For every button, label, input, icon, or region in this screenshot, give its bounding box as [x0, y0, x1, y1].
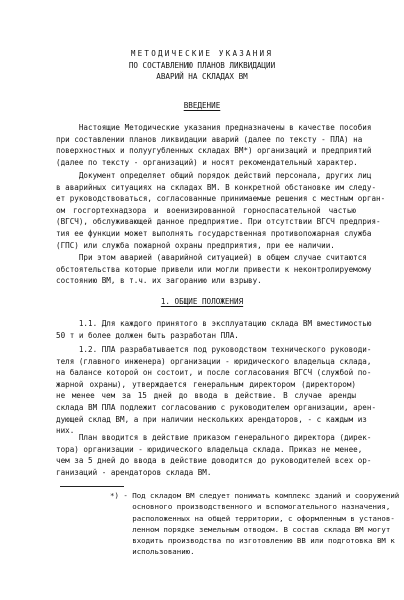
- intro-paragraph-1: [56, 122, 372, 168]
- text-line: ет руководствоваться, согласованные принимаемые решения с местным орган-: [56, 194, 386, 204]
- intro-paragraph-3: [56, 252, 372, 287]
- text-line: дующей склад ВМ, а при наличии нескольких арендаторов, - с каждым из: [56, 414, 367, 424]
- footnote: [110, 490, 400, 558]
- title-line: АВАРИЙ НА СКЛАДАХ ВМ: [156, 72, 248, 82]
- title-line: ПО СОСТАВЛЕНИЮ ПЛАНОВ ЛИКВИДАЦИИ: [128, 60, 276, 70]
- section-paragraph-1-1: [56, 318, 372, 341]
- text-line: ганизаций - арендаторов склада ВМ.: [56, 467, 212, 477]
- text-line: теля (главного инженера) организации - юридического владельца склада,: [56, 356, 372, 366]
- title-line: МЕТОДИЧЕСКИЕ УКАЗАНИЯ: [130, 49, 274, 58]
- footnote-line: расположенных на общей территории, с оформленным в установ-: [110, 513, 395, 523]
- text-line: состоянию ВМ, в т.ч. их загоранию или взрыву.: [56, 276, 262, 286]
- footnote-line: входить производства по изготовлению ВВ или подготовка ВМ к: [110, 536, 395, 546]
- footnote-separator: [60, 486, 124, 487]
- footnote-line: основного производственного и вспомогательного назначения,: [110, 502, 391, 512]
- section-heading: 1. ОБЩИЕ ПОЛОЖЕНИЯ: [160, 297, 244, 306]
- text-line: 1.2. ПЛА разрабатывается под руководством технического руководи-: [56, 345, 372, 354]
- text-line: План вводится в действие приказом генерального директора (дирек-: [56, 433, 372, 442]
- text-line: Документ определяет общий порядок действий персонала, других лиц: [56, 171, 372, 180]
- text-line: на балансе которой он состоит, и после согласования ВГСЧ (службой по-: [56, 368, 372, 378]
- text-line: чем за 5 дней до ввода в действие доводится до руководителей всех ор-: [56, 456, 372, 466]
- text-line: склада ВМ ПЛА подлежит согласованию с руководителем организации, арен-: [56, 402, 377, 412]
- text-line: 50 т и более должен быть разработан ПЛА.: [56, 330, 239, 340]
- document-title: [0, 48, 404, 83]
- text-line: 1.1. Для каждого принятого в эксплуатацию склада ВМ вместимостью: [56, 319, 372, 328]
- text-line: тия ее функции может выполнять государственная противопожарная служба: [56, 228, 372, 238]
- text-line: Настоящие Методические указания предназначены в качестве пособия: [56, 123, 372, 132]
- text-line: поверхностных и полуугубленных складах ВМ*) организаций и предприятий: [56, 146, 372, 156]
- footnote-line: ленном порядке земельным отводом. В состав склада ВМ могут: [110, 524, 391, 534]
- text-line: ом госгортехнадзора и военизированной горноспасательной частью: [56, 205, 356, 215]
- text-line: жарной охраны), утверждается генеральным директором (директором): [56, 379, 356, 389]
- footnote-line: использованию.: [110, 547, 195, 557]
- text-line: (ГПС) или служба пожарной охраны предприятия, при ее наличии.: [56, 240, 335, 250]
- text-line: (ВГСЧ), обслуживающей данное предприятие. При отсутствии ВГСЧ предприя-: [56, 217, 381, 227]
- text-line: не менее чем за 15 дней до ввода в действие. В случае аренды: [56, 391, 356, 401]
- text-line: (далее по тексту - организаций) и носят рекомендательный характер.: [56, 157, 358, 167]
- text-line: них.: [56, 426, 75, 436]
- text-line: При этом аварией (аварийной ситуацией) в общем случае считаются: [56, 253, 367, 262]
- text-line: обстоятельства которые привели или могли привести к неконтролируемому: [56, 264, 372, 274]
- intro-heading: ВВЕДЕНИЕ: [183, 101, 221, 110]
- section-paragraph-plan: [56, 432, 372, 478]
- text-line: в аварийных ситуациях на складах ВМ. В конкретной обстановке им следу-: [56, 182, 377, 192]
- text-line: тора) организации - юридического владельца склада. Приказ не менее,: [56, 444, 363, 454]
- section-paragraph-1-2: [56, 344, 377, 437]
- text-line: при составлении планов ликвидации аварий (далее по тексту - ПЛА) на: [56, 134, 363, 144]
- footnote-line: *) - Под складом ВМ следует понимать комплекс зданий и сооружений: [110, 491, 400, 500]
- intro-paragraph-2: [56, 170, 386, 251]
